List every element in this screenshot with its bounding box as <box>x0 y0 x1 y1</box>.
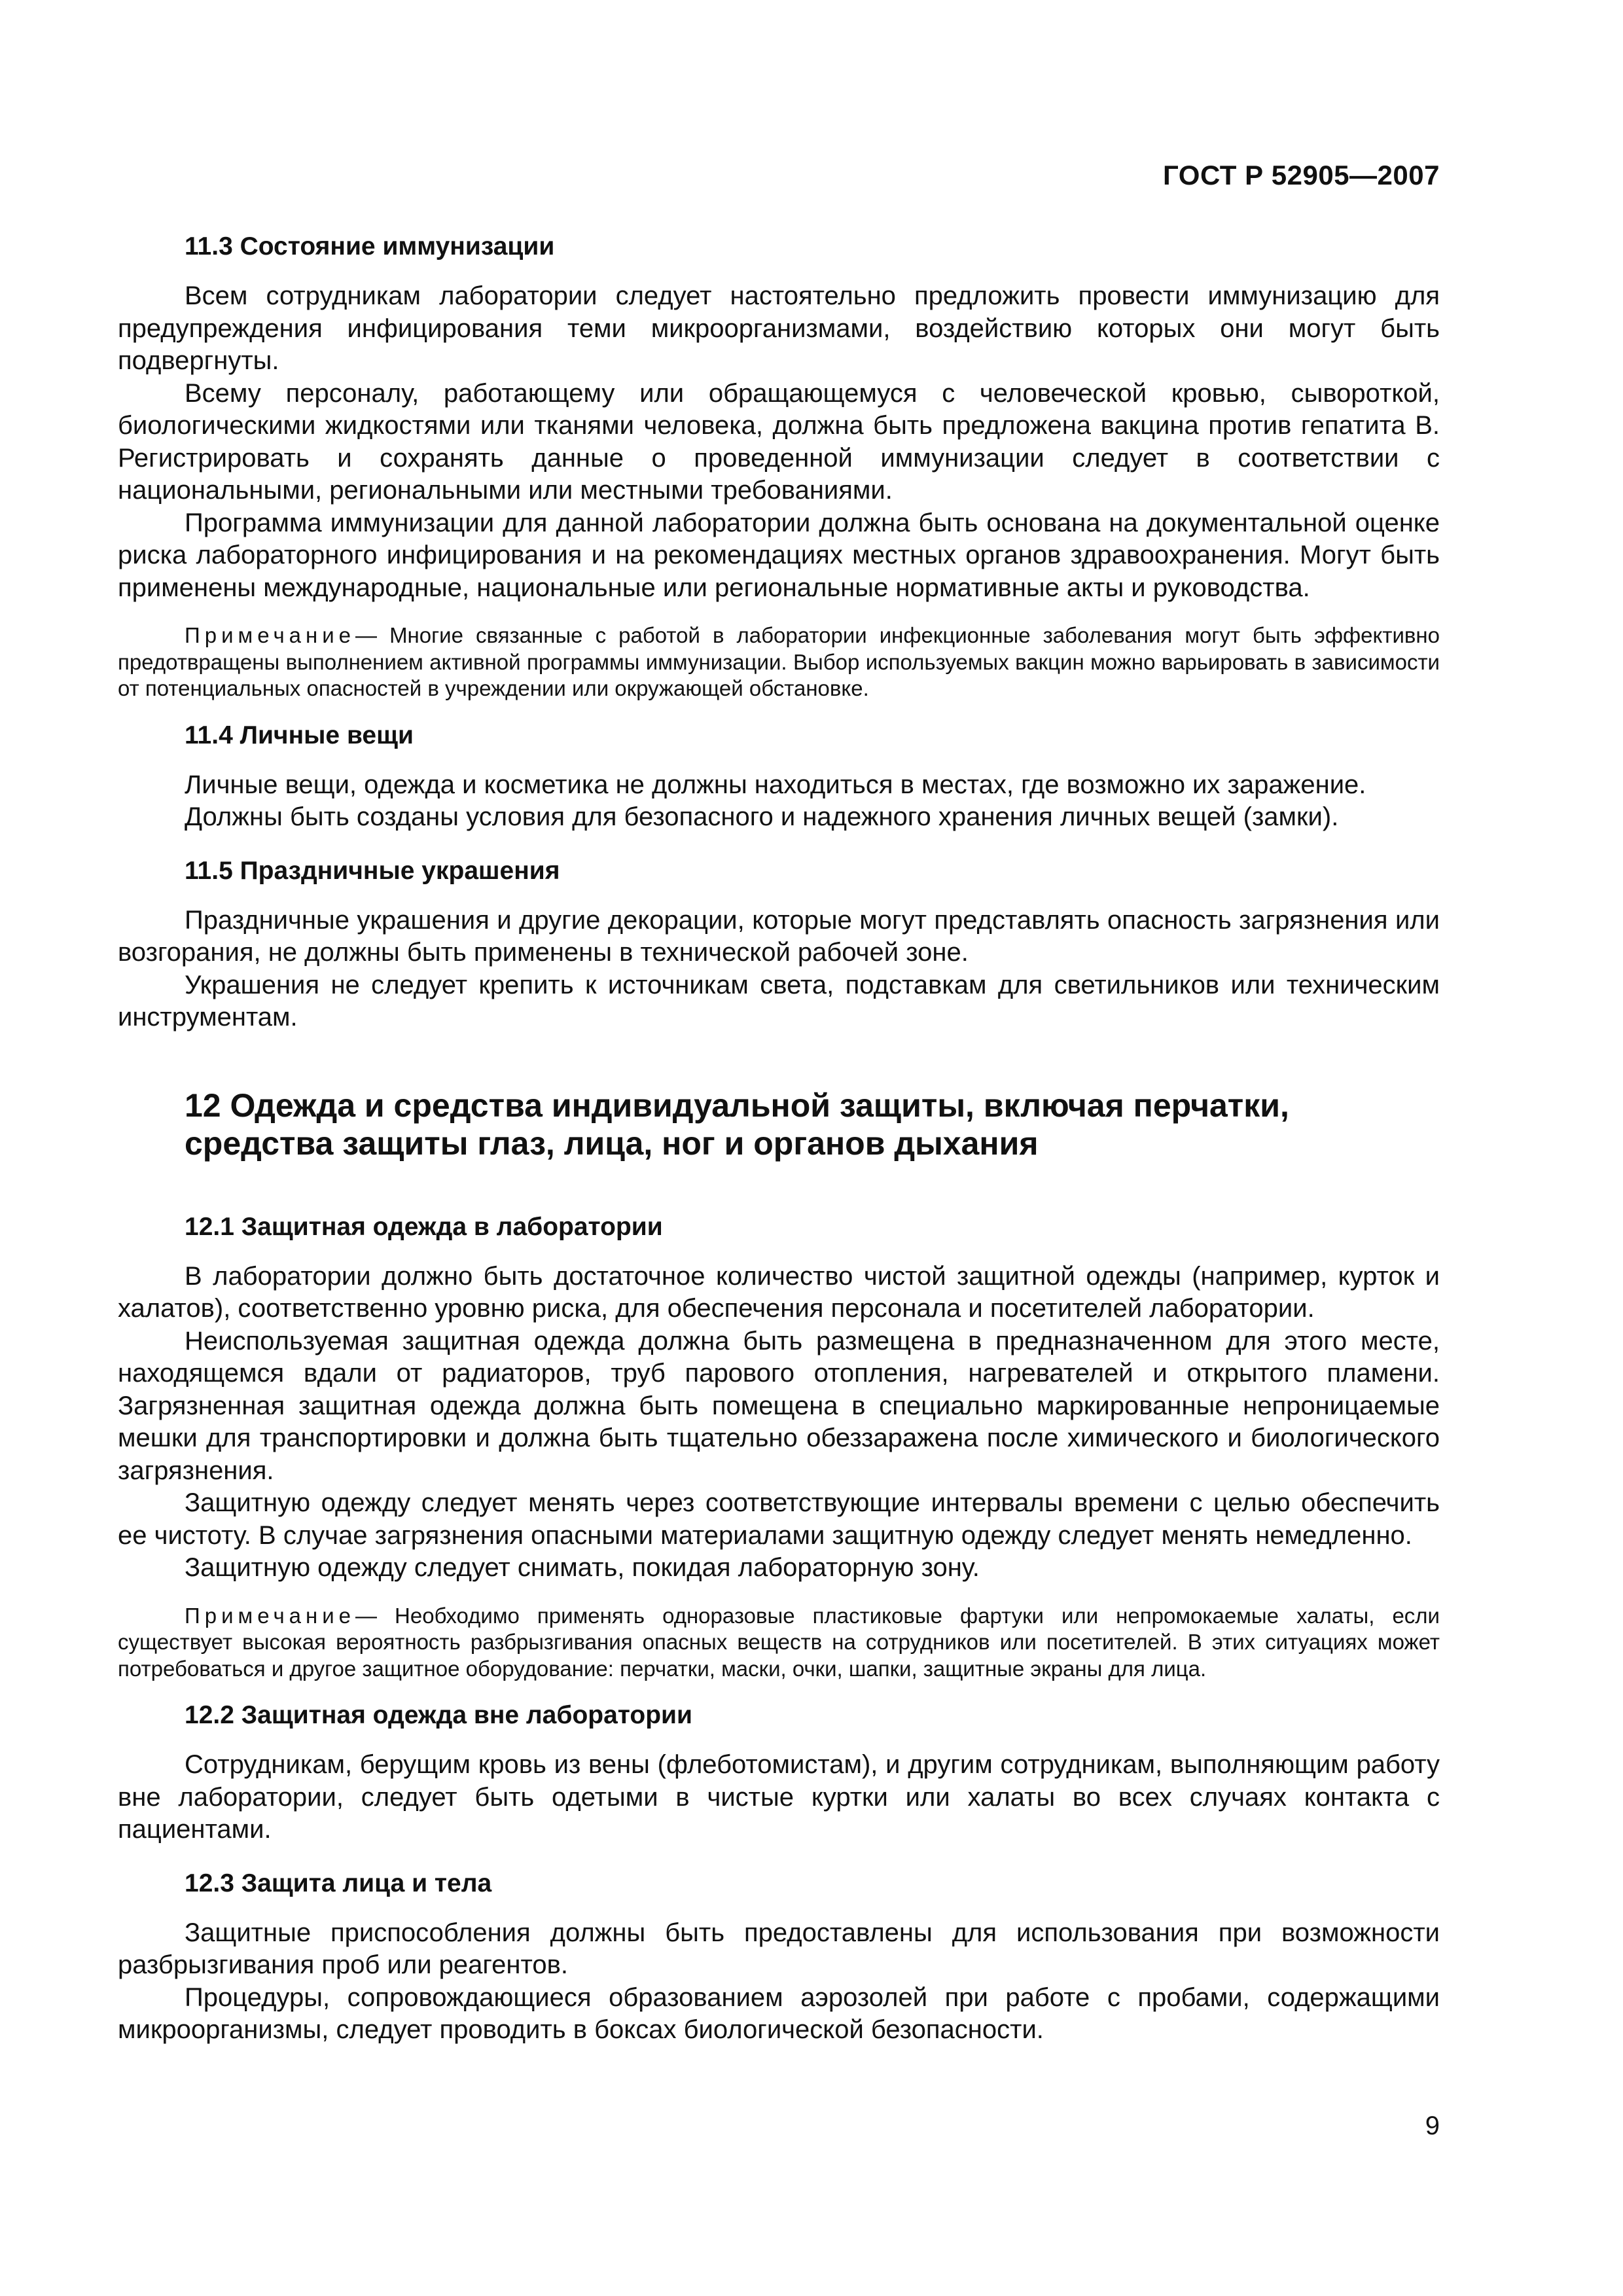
section-11-3-heading: 11.3 Состояние иммунизации <box>185 232 555 260</box>
document-code: ГОСТ Р 52905—2007 <box>1163 160 1440 190</box>
section-12-2-heading: 12.2 Защитная одежда вне лаборатории <box>185 1701 692 1729</box>
document-page <box>118 0 1440 2296</box>
section-11-3-paragraph-2: Всему персоналу, работающему или обращающемуся с человеческой кровью, сывороткой, биологическими жидкостями или тканями человека, должна быть предложена вакцина против гепатита В. Регистрировать и сохранять данные о проведенной иммунизации следует в соответствии с национальными, региональными или местными требованиями. <box>118 378 1440 505</box>
section-12-1-paragraph-1: В лаборатории должно быть достаточное количество чистой защитной одежды (например, курток и халатов), соответственно уровню риска, для обеспечения персонала и посетителей лаборатории. <box>118 1261 1440 1323</box>
section-12-1-paragraph-2: Неиспользуемая защитная одежда должна быть размещена в предназначенном для этого месте, находящемся вдали от радиаторов, труб парового отопления, нагревателей и открытого пламени. Загрязненная защитная одежда должна быть помещена в специально маркированные непроницаемые мешки для транспортировки и должна быть тщательно обеззаражена после химического и биологического загрязнения. <box>118 1326 1440 1485</box>
section-12-3-paragraph-2: Процедуры, сопровождающиеся образованием аэрозолей при работе с пробами, содержащими микроорганизмы, следует проводить в боксах биологической безопасности. <box>118 1982 1440 2044</box>
section-12-3-heading: 12.3 Защита лица и тела <box>185 1869 492 1897</box>
section-12-heading-line-1: 12 Одежда и средства индивидуальной защиты, включая перчатки, <box>185 1086 1289 1124</box>
section-12-heading <box>185 1086 1440 1162</box>
section-11-3-paragraph-1: Всем сотрудникам лаборатории следует настоятельно предложить провести иммунизацию для предупреждения инфицирования теми микроорганизмами, воздействию которых они могут быть подвергнуты. <box>118 281 1440 375</box>
section-11-5-paragraph-2: Украшения не следует крепить к источникам света, подставкам для светильников или техническим инструментам. <box>118 970 1440 1031</box>
section-12-1-paragraph-4: Защитную одежду следует снимать, покидая лабораторную зону. <box>185 1553 980 1582</box>
note-label: Примечание <box>185 623 356 647</box>
section-11-4-heading: 11.4 Личные вещи <box>185 721 414 749</box>
note-label: Примечание <box>185 1603 356 1628</box>
section-12-1-heading: 12.1 Защитная одежда в лаборатории <box>185 1212 663 1241</box>
section-11-3-note <box>118 622 1440 702</box>
section-11-4-paragraph-2: Должны быть созданы условия для безопасного и надежного хранения личных вещей (замки). <box>185 802 1339 831</box>
section-12-3-paragraph-1: Защитные приспособления должны быть предоставлены для использования при возможности разбрызгивания проб или реагентов. <box>118 1918 1440 1979</box>
section-12-1-paragraph-3: Защитную одежду следует менять через соответствующие интервалы времени с целью обеспечить ее чистоту. В случае загрязнения опасными материалами защитную одежду следует менять немедленно. <box>118 1488 1440 1550</box>
section-11-5-heading: 11.5 Праздничные украшения <box>185 856 560 885</box>
page-number: 9 <box>1425 2111 1440 2140</box>
section-11-5-paragraph-1: Праздничные украшения и другие декорации, которые могут представлять опасность загрязнения или возгорания, не должны быть применены в технической рабочей зоне. <box>118 905 1440 967</box>
note-text: — Многие связанные с работой в лаборатории инфекционные заболевания могут быть эффективно предотвращены выполнением активной программы иммунизации. Выбор используемых вакцин можно варьировать в зависимости от потенциальных опасностей в учреждении или окружающей обстановке. <box>118 623 1440 700</box>
section-12-heading-line-2: средства защиты глаз, лица, ног и органов дыхания <box>185 1124 1039 1162</box>
section-11-3-paragraph-3: Программа иммунизации для данной лаборатории должна быть основана на документальной оценке риска лабораторного инфицирования и на рекомендациях местных органов здравоохранения. Могут быть применены международные, национальные или региональные нормативные акты и руководства. <box>118 508 1440 602</box>
section-12-2-paragraph-1: Сотрудникам, берущим кровь из вены (флеботомистам), и другим сотрудникам, выполняющим работу вне лаборатории, следует быть одетыми в чистые куртки или халаты во всех случаях контакта с пациентами. <box>118 1750 1440 1844</box>
section-11-4-paragraph-1: Личные вещи, одежда и косметика не должны находиться в местах, где возможно их заражение. <box>185 770 1366 799</box>
note-text: — Необходимо применять одноразовые пластиковые фартуки или непромокаемые халаты, если существует высокая вероятность разбрызгивания опасных веществ на сотрудников или посетителей. В этих ситуациях может потребоваться и другое защитное оборудование: перчатки, маски, очки, шапки, защитные экраны для лица. <box>118 1603 1440 1681</box>
document-body <box>118 230 1440 2047</box>
section-12-1-note <box>118 1603 1440 1683</box>
